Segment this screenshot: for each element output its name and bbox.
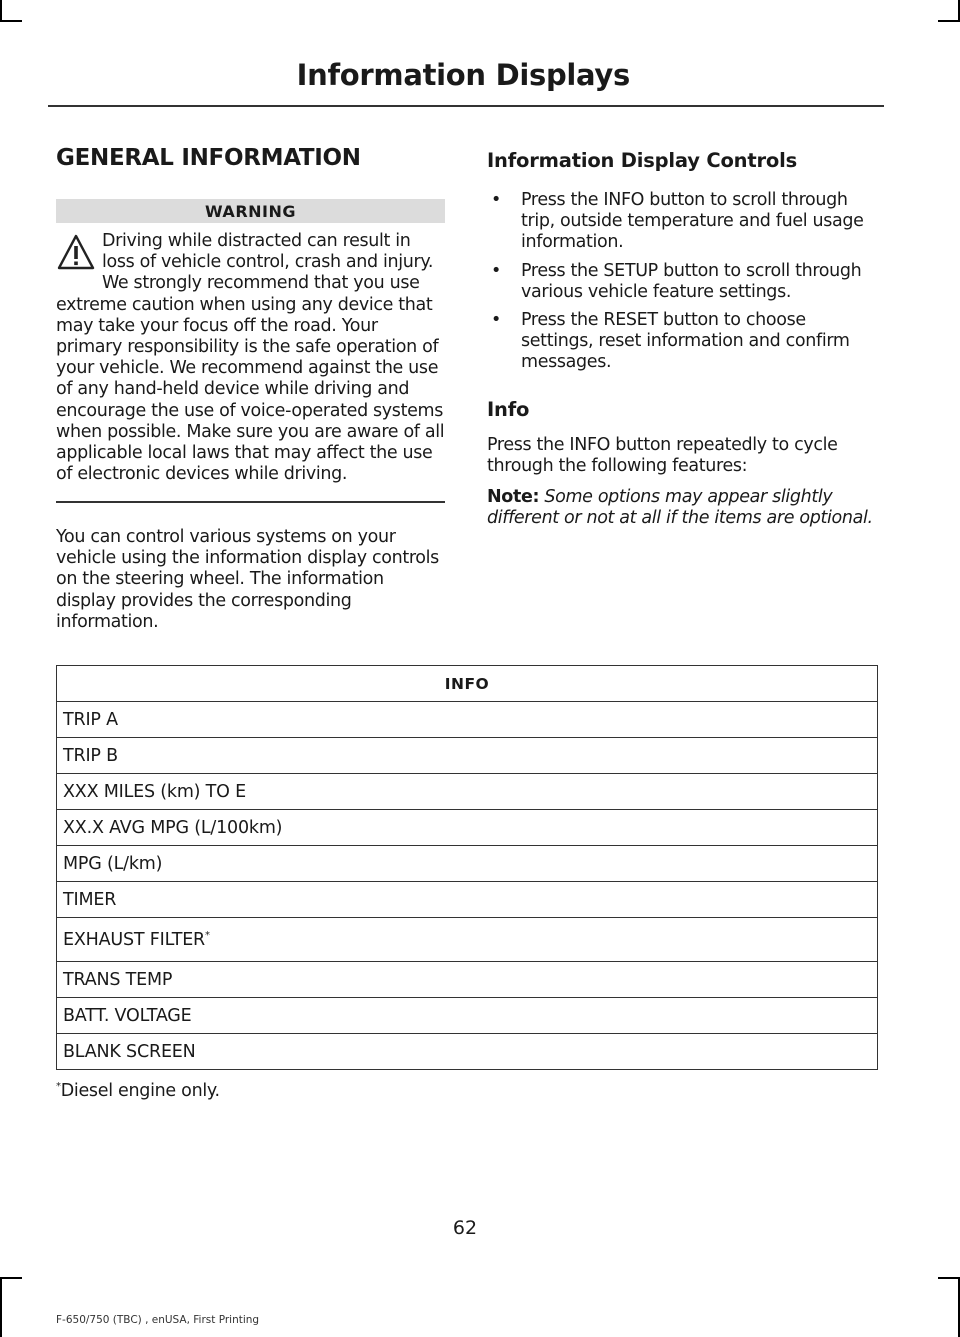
info-paragraph: Press the INFO button repeatedly to cycle through the following features: (487, 434, 838, 476)
list-item: • Press the SETUP button to scroll through various vehicle feature settings. (491, 260, 862, 302)
crop-mark (0, 20, 22, 22)
right-column (487, 145, 881, 529)
bullet: • (491, 190, 501, 210)
info-title: Info (487, 397, 530, 421)
page-number: 62 (452, 1217, 478, 1239)
table-row: XX.X AVG MPG (L/100km) (57, 810, 878, 846)
page-header-title: Information Displays (296, 58, 630, 92)
note (487, 487, 881, 529)
warning-label: WARNING (56, 199, 445, 223)
info-table (56, 665, 878, 1070)
edition-footer: F-650/750 (TBC) , enUSA, First Printing (56, 1314, 260, 1326)
crop-mark (0, 1277, 22, 1279)
table-row: MPG (L/km) (57, 846, 878, 882)
bullet: • (491, 260, 501, 281)
table-row: EXHAUST FILTER* (57, 918, 878, 962)
footnote-marker: * (56, 1081, 61, 1093)
crop-mark (0, 0, 2, 22)
table-row: BATT. VOLTAGE (57, 998, 878, 1034)
header-divider (48, 105, 884, 107)
table-row: TRANS TEMP (57, 962, 878, 998)
controls-list (487, 190, 881, 374)
warning-divider (56, 501, 445, 503)
footnote: *Diesel engine only. (56, 1081, 220, 1101)
list-item: • Press the RESET button to choose settings, reset information and confirm messages. (491, 310, 850, 373)
crop-mark (938, 20, 960, 22)
table-row: BLANK SCREEN (57, 1034, 878, 1070)
controls-title: Information Display Controls (487, 149, 797, 172)
note-text: Some options may appear slightly different or not at all if the items are optional. (487, 487, 873, 529)
warning-triangle-icon (56, 233, 96, 273)
section-title: GENERAL INFORMATION (56, 145, 361, 171)
warning-block (56, 231, 445, 485)
table-row: TRIP B (57, 738, 878, 774)
note-label: Note: (487, 487, 540, 508)
crop-mark (938, 1277, 960, 1279)
warning-text: Driving while distracted can result in loss of vehicle control, crash and injury. We strongly recommend that you use extreme caution when using any device that may take your focus off the road. Your primary responsibility is the safe operation of your vehicle. We recommend against the use of any hand-held device while driving and encourage the use of voice-operated systems when possible. Make sure you are aware of all applicable local laws that may affect the use of electronic devices while driving. (56, 231, 445, 485)
table-header: INFO (57, 666, 878, 702)
crop-mark (0, 1277, 2, 1337)
table-row: TRIP A (57, 702, 878, 738)
footnote-marker: * (205, 929, 210, 941)
bullet: • (491, 310, 501, 331)
table-row: TIMER (57, 882, 878, 918)
left-column (56, 145, 445, 633)
intro-paragraph: You can control various systems on your vehicle using the information display controls on the steering wheel. The information display provides the corresponding information. (56, 526, 439, 632)
list-item: • Press the INFO button to scroll through trip, outside temperature and fuel usage information. (491, 190, 864, 253)
table-row: XXX MILES (km) TO E (57, 774, 878, 810)
